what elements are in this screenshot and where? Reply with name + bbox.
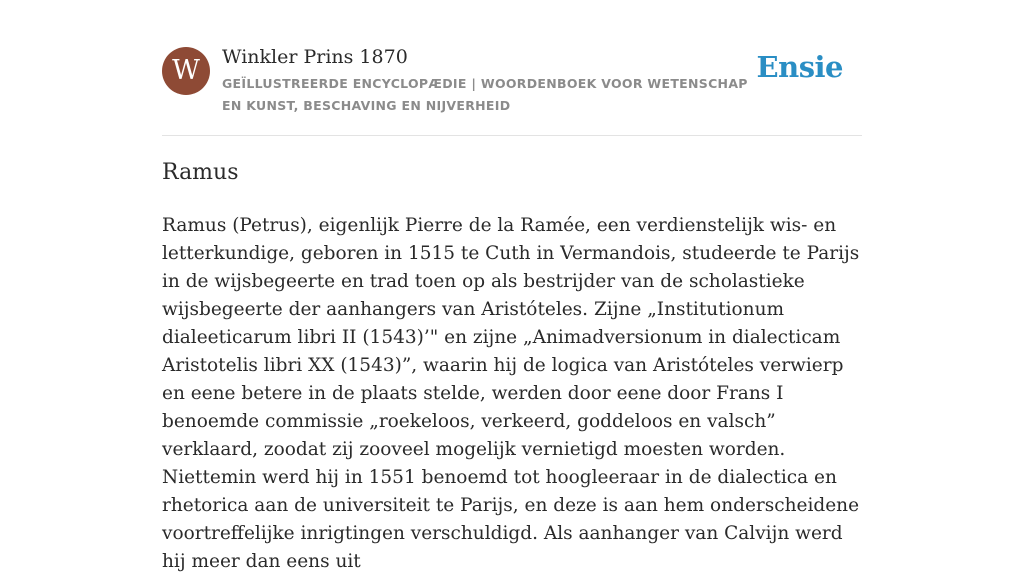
- publication-title[interactable]: Winkler Prins 1870: [222, 46, 408, 68]
- publication-header: [162, 44, 862, 136]
- publication-avatar[interactable]: W: [162, 47, 210, 95]
- publication-subtitle: GEÏLLUSTREERDE ENCYCLOPÆDIE | WOORDENBOEK VOOR WETENSCHAP EN KUNST, BESCHAVING EN NIJVERHEID: [222, 76, 748, 113]
- entry-title: Ramus: [162, 160, 239, 185]
- entry-body: Ramus (Petrus), eigenlijk Pierre de la Ramée, een verdienstelijk wis- en letterkundige, geboren in 1515 te Cuth in Vermandois, studeerde te Parijs in de wijsbegeerte en trad toen op als bestrijder van de scholastieke wijsbegeerte der aanhangers van Aristóteles. Zijne „Institutionum dialeeticarum libri II (1543)’" en zijne „Animadversionum in dialecticam Aristotelis libri XX (1543)”, waarin hij de logica van Aristóteles verwierp en eene betere in de plaats stelde, werden door eene door Frans I benoemde commissie „roekeloos, verkeerd, goddeloos en valsch” verklaard, zoodat zij zooveel mogelijk vernietigd moesten worden. Niettemin werd hij in 1551 benoemd tot hoogleeraar in de dialectica en rhetorica aan de universiteit te Parijs, en deze is aan hem onderscheidene voortreffelijke inrigtingen verschuldigd. Als aanhanger van Calvijn werd hij meer dan eens uit: [162, 215, 860, 572]
- ensie-logo[interactable]: Ensie: [756, 50, 843, 84]
